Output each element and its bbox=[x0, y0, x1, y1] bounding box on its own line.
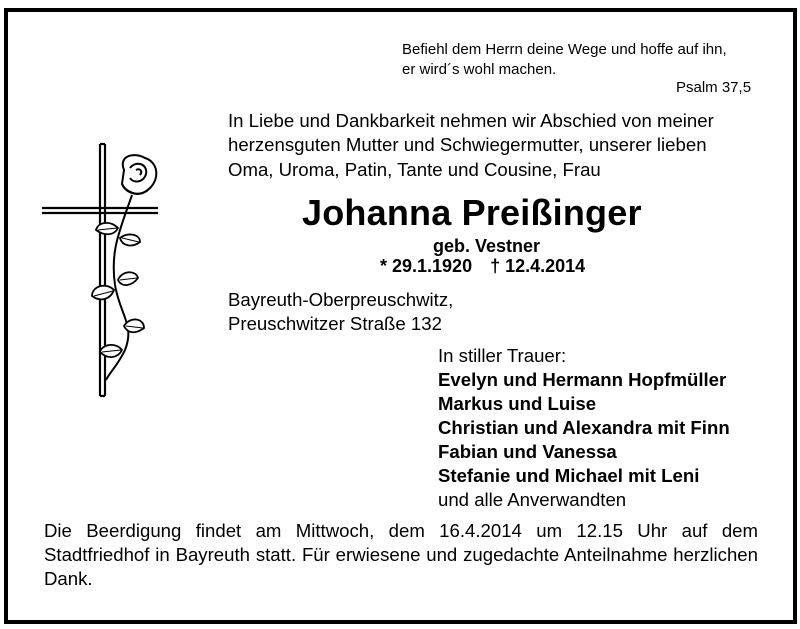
birth-date: * 29.1.1920 bbox=[380, 256, 473, 276]
verse-line: er wird´s wohl machen. bbox=[402, 61, 557, 78]
mourner-name: Stefanie und Michael mit Leni bbox=[438, 465, 700, 486]
psalm-verse bbox=[402, 40, 727, 80]
cross-with-rose-icon bbox=[40, 140, 165, 400]
mourner-name: Markus und Luise bbox=[438, 393, 597, 414]
intro-line: herzensguten Mutter und Schwiegermutter, unserer lieben bbox=[228, 134, 707, 156]
address bbox=[228, 288, 453, 336]
death-date: † 12.4.2014 bbox=[490, 256, 586, 276]
mourner-name: Evelyn und Hermann Hopfmüller bbox=[438, 369, 727, 390]
deceased-name: Johanna Preißinger bbox=[302, 192, 642, 233]
mourners-closing: und alle Anverwandten bbox=[438, 489, 627, 510]
verse-line: Befiehl dem Herrn deine Wege und hoffe auf ihn, bbox=[402, 41, 727, 58]
address-line: Bayreuth-Oberpreuschwitz, bbox=[228, 289, 454, 310]
mourners-heading: In stiller Trauer: bbox=[438, 345, 567, 366]
birth-name: geb. Vestner bbox=[433, 236, 541, 256]
funeral-notice: Die Beerdigung findet am Mittwoch, dem 16.4.2014 um 12.15 Uhr auf dem Stadtfriedhof in Bayreuth statt. Für erwiesene und zugedachte Anteilnahme herzlichen Dank. bbox=[44, 520, 758, 589]
intro-text bbox=[228, 109, 714, 182]
intro-line: In Liebe und Dankbarkeit nehmen wir Abschied von meiner bbox=[228, 110, 714, 131]
address-line: Preuschwitzer Straße 132 bbox=[228, 313, 442, 334]
mourner-name: Fabian und Vanessa bbox=[438, 441, 617, 462]
life-dates bbox=[380, 255, 585, 277]
intro-line: Oma, Uroma, Patin, Tante und Cousine, Frau bbox=[228, 158, 601, 180]
psalm-reference: Psalm 37,5 bbox=[676, 79, 752, 96]
mourners-list bbox=[438, 368, 730, 512]
mourner-name: Christian und Alexandra mit Finn bbox=[438, 417, 730, 438]
